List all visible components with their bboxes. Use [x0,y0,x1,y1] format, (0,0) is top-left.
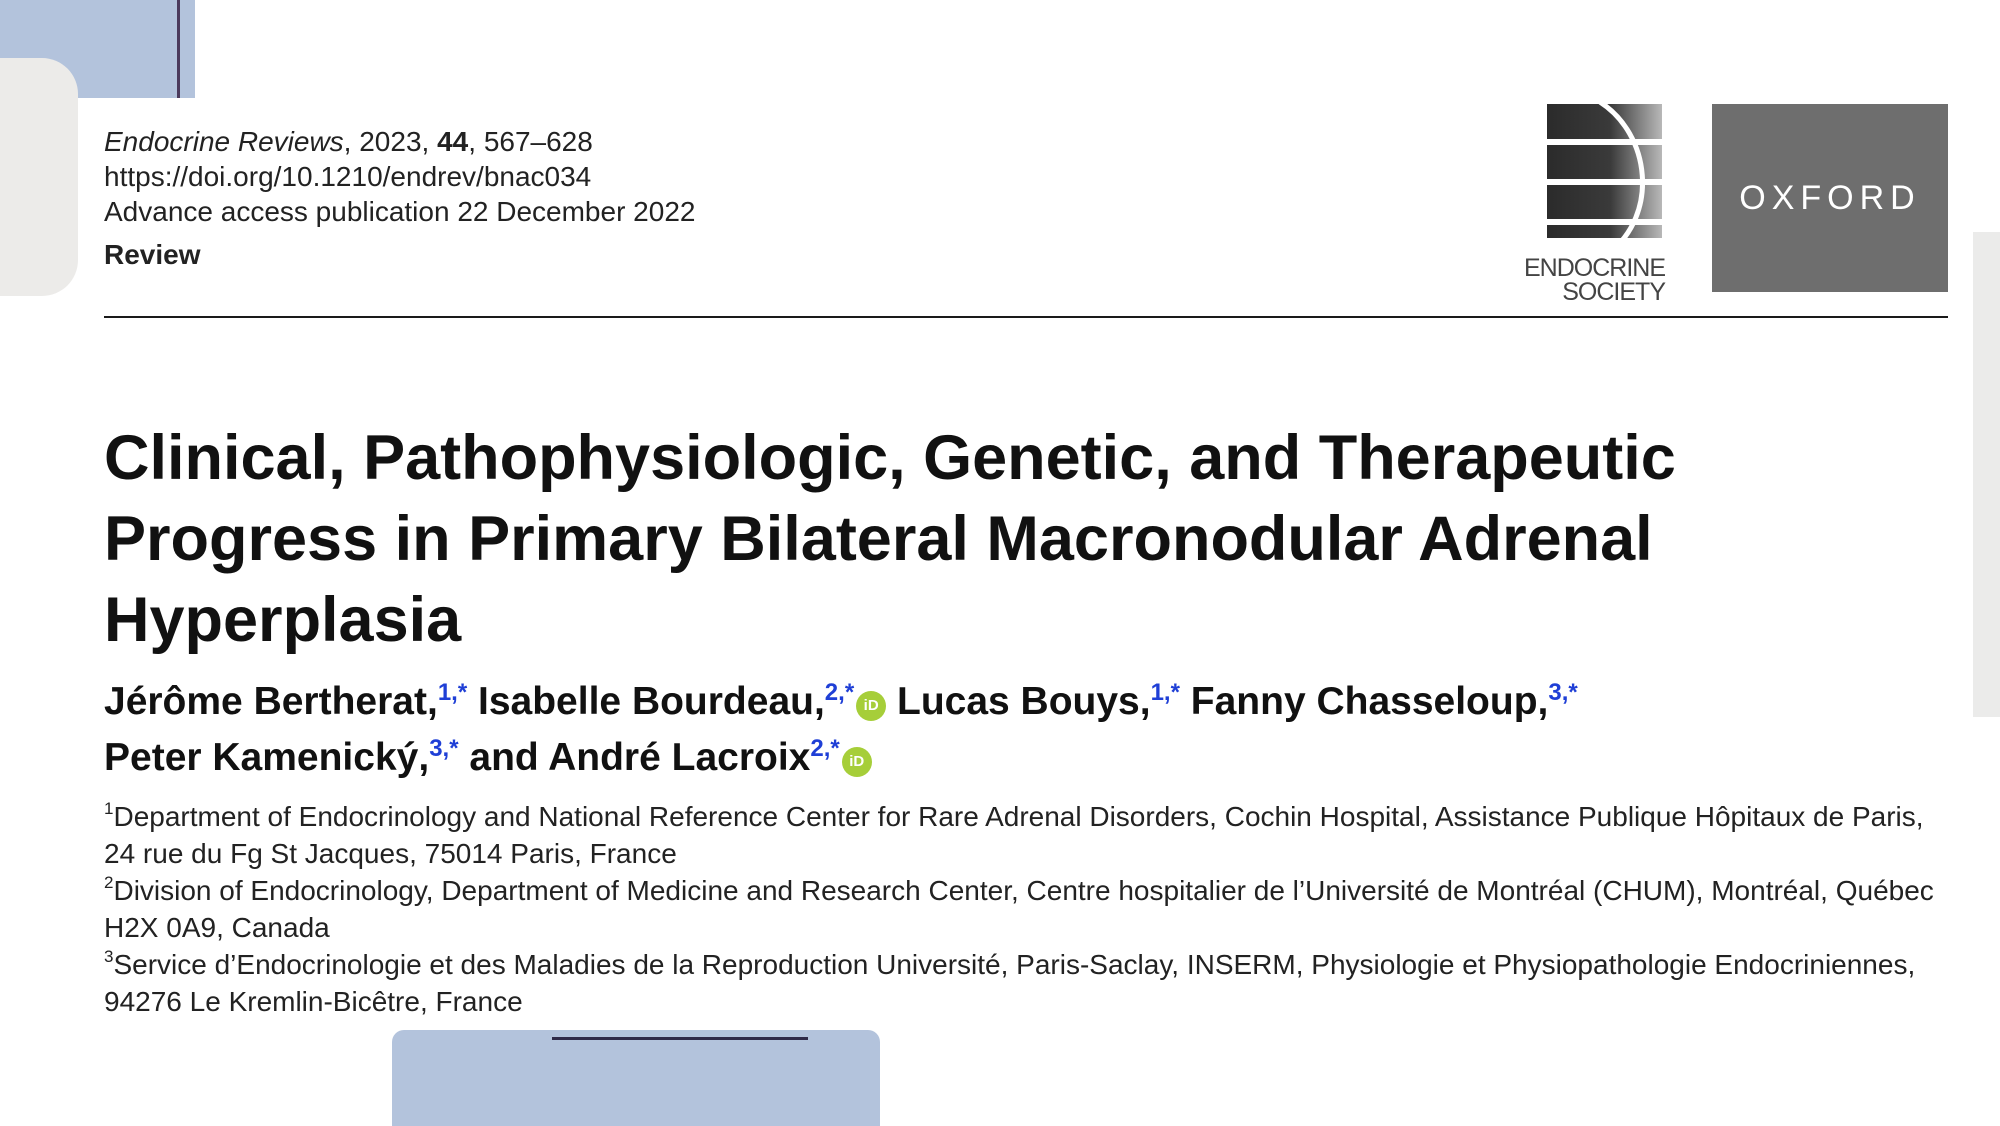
slide-bottom-line [552,1037,808,1040]
oxford-logo [1712,104,1948,292]
article-title: Clinical, Pathophysiologic, Genetic, and Therapeutic Progress in Primary Bilateral Macronodular Adrenal Hyperplasia [104,423,1676,655]
affiliation-item [104,798,1954,872]
citation-line: Endocrine Reviews, 2023, 44, 567–628 [104,126,593,157]
author-list [104,674,1924,786]
author-affiliation-mark[interactable]: 1,* [437,679,468,706]
author-name[interactable]: Peter Kamenický, [104,736,430,779]
header-rule [104,316,1948,318]
author-name[interactable]: Isabelle Bourdeau, [478,680,825,723]
affiliation-number: 1 [104,799,114,818]
volume: 44 [437,126,469,157]
doi-link[interactable]: https://doi.org/10.1210/endrev/bnac034 [104,161,592,192]
affiliation-text: Service d’Endocrinologie et des Maladies de la Reproduction Université, Paris-Saclay, INSERM, Physiologie et Physiopathologie Endocriniennes, 94276 Le Kremlin-Bicêtre, France [104,949,1916,1017]
author-name[interactable]: Fanny Chasseloup, [1190,680,1549,723]
slide-scroll-strip [1973,232,2000,717]
orcid-icon[interactable]: iD [842,747,872,777]
advance-access: Advance access publication 22 December 2022 [104,196,696,227]
author-conjunction: and [469,736,539,779]
author-line-1 [104,674,1924,730]
oxford-wordmark: OXFORD [1739,178,1921,217]
slide-side-tab [0,58,78,296]
author-affiliation-mark[interactable]: 3,* [1548,679,1578,706]
orcid-icon[interactable]: iD [856,691,886,721]
author-name[interactable]: Jérôme Bertherat, [104,680,438,723]
article-type: Review [104,239,201,270]
endocrine-society-line1: ENDOCRINE [1523,254,1665,282]
author-affiliation-mark[interactable]: 3,* [429,735,459,762]
affiliation-text: Department of Endocrinology and National Reference Center for Rare Adrenal Disorders, Cochin Hospital, Assistance Publique Hôpitaux de Paris, 24 rue du Fg St Jacques, 75014 Paris, France [104,801,1924,869]
author-affiliation-mark[interactable]: 2,* [810,735,840,762]
author-name[interactable]: André Lacroix [548,736,811,779]
endocrine-society-line2: SOCIETY [1562,278,1665,306]
affiliation-text: Division of Endocrinology, Department of Medicine and Research Center, Centre hospitalier de l’Université de Montréal (CHUM), Montréal, Québec H2X 0A9, Canada [104,875,1934,943]
slide-accent-bottom [392,1030,880,1126]
affiliation-list [104,798,1954,1020]
author-line-2 [104,730,1924,786]
affiliation-number: 3 [104,947,114,966]
journal-name: Endocrine Reviews [104,126,344,157]
affiliation-item [104,872,1954,946]
author-affiliation-mark[interactable]: 1,* [1150,679,1180,706]
endocrine-society-wordmark [1500,256,1665,304]
affiliation-number: 2 [104,873,114,892]
affiliation-item [104,946,1954,1020]
pages: 567–628 [483,126,593,157]
author-name[interactable]: Lucas Bouys, [897,680,1151,723]
year: 2023 [359,126,422,157]
author-affiliation-mark[interactable]: 2,* [824,679,855,706]
article-meta [104,124,695,272]
